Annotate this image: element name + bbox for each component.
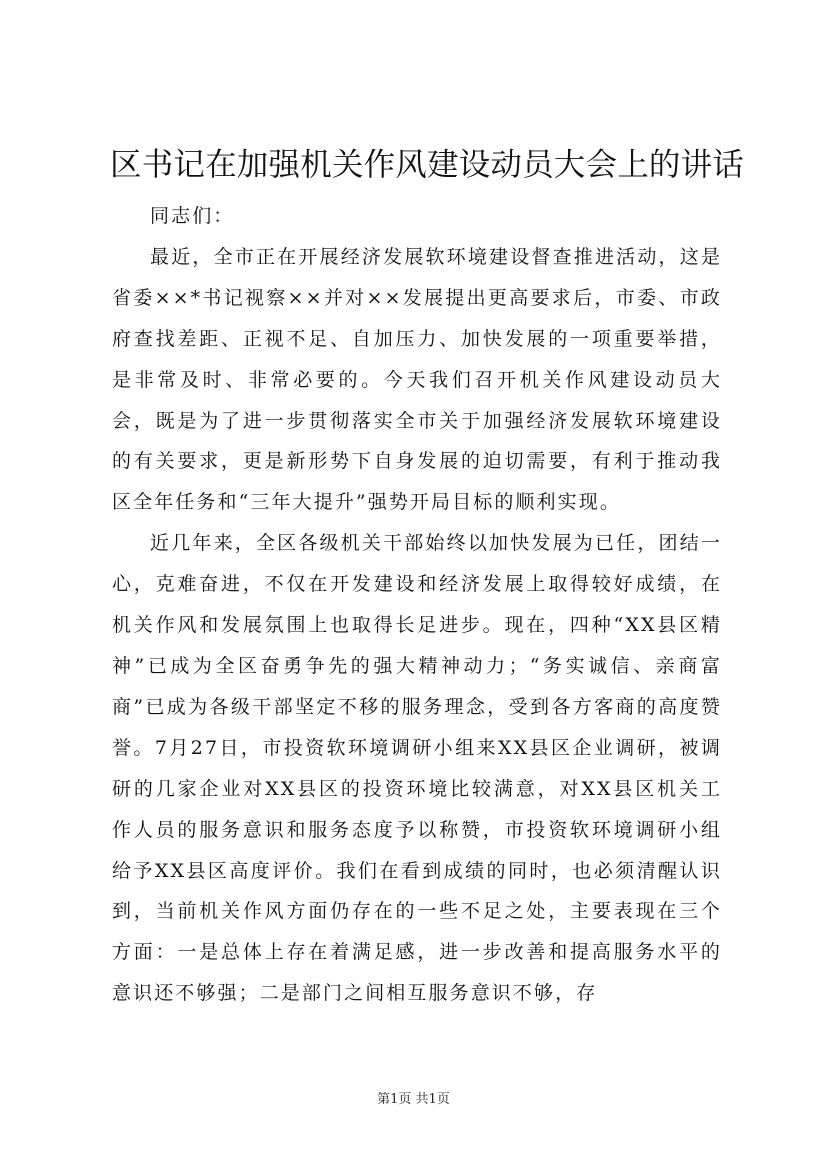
paragraph-1: 最近，全市正在开展经济发展软环境建设督查推进活动，这是省委××*书记视察××并对××发展提出更高要求后，市委、市政府查找差距、正视不足、自加压力、加快发展的一项重要举措，是非常及时、非常必要的。今天我们召开机关作风建设动员大会，既是为了进一步贯彻落实全市关于加强经济发展软环境建设的有关要求，更是新形势下自身发展的迫切需要，有利于推动我区全年任务和“三年大提升”强势开局目标的顺利实现。 [112, 245, 722, 514]
document-title: 区书记在加强机关作风建设动员大会上的讲话 [110, 147, 745, 183]
document-body [112, 196, 722, 1014]
page-footer: 第1页 共1页 [377, 1092, 450, 1107]
salutation: 同志们： [150, 205, 235, 227]
paragraph-2: 近几年来，全区各级机关干部始终以加快发展为已任，团结一心，克难奋进，不仅在开发建设和经济发展上取得较好成绩，在机关作风和发展氛围上也取得长足进步。现在，四种“XX县区精神”已成为全区奋勇争先的强大精神动力；“务实诚信、亲商富商”已成为各级干部坚定不移的服务理念，受到各方客商的高度赞誉。7月27日，市投资软环境调研小组来XX县区企业调研，被调研的几家企业对XX县区的投资环境比较满意，对XX县区机关工作人员的服务意识和服务态度予以称赞，市投资软环境调研小组给予XX县区高度评价。我们在看到成绩的同时，也必须清醒认识到，当前机关作风方面仍存在的一些不足之处，主要表现在三个方面：一是总体上存在着满足感，进一步改善和提高服务水平的意识还不够强；二是部门之间相互服务意识不够，存 [112, 532, 722, 1005]
